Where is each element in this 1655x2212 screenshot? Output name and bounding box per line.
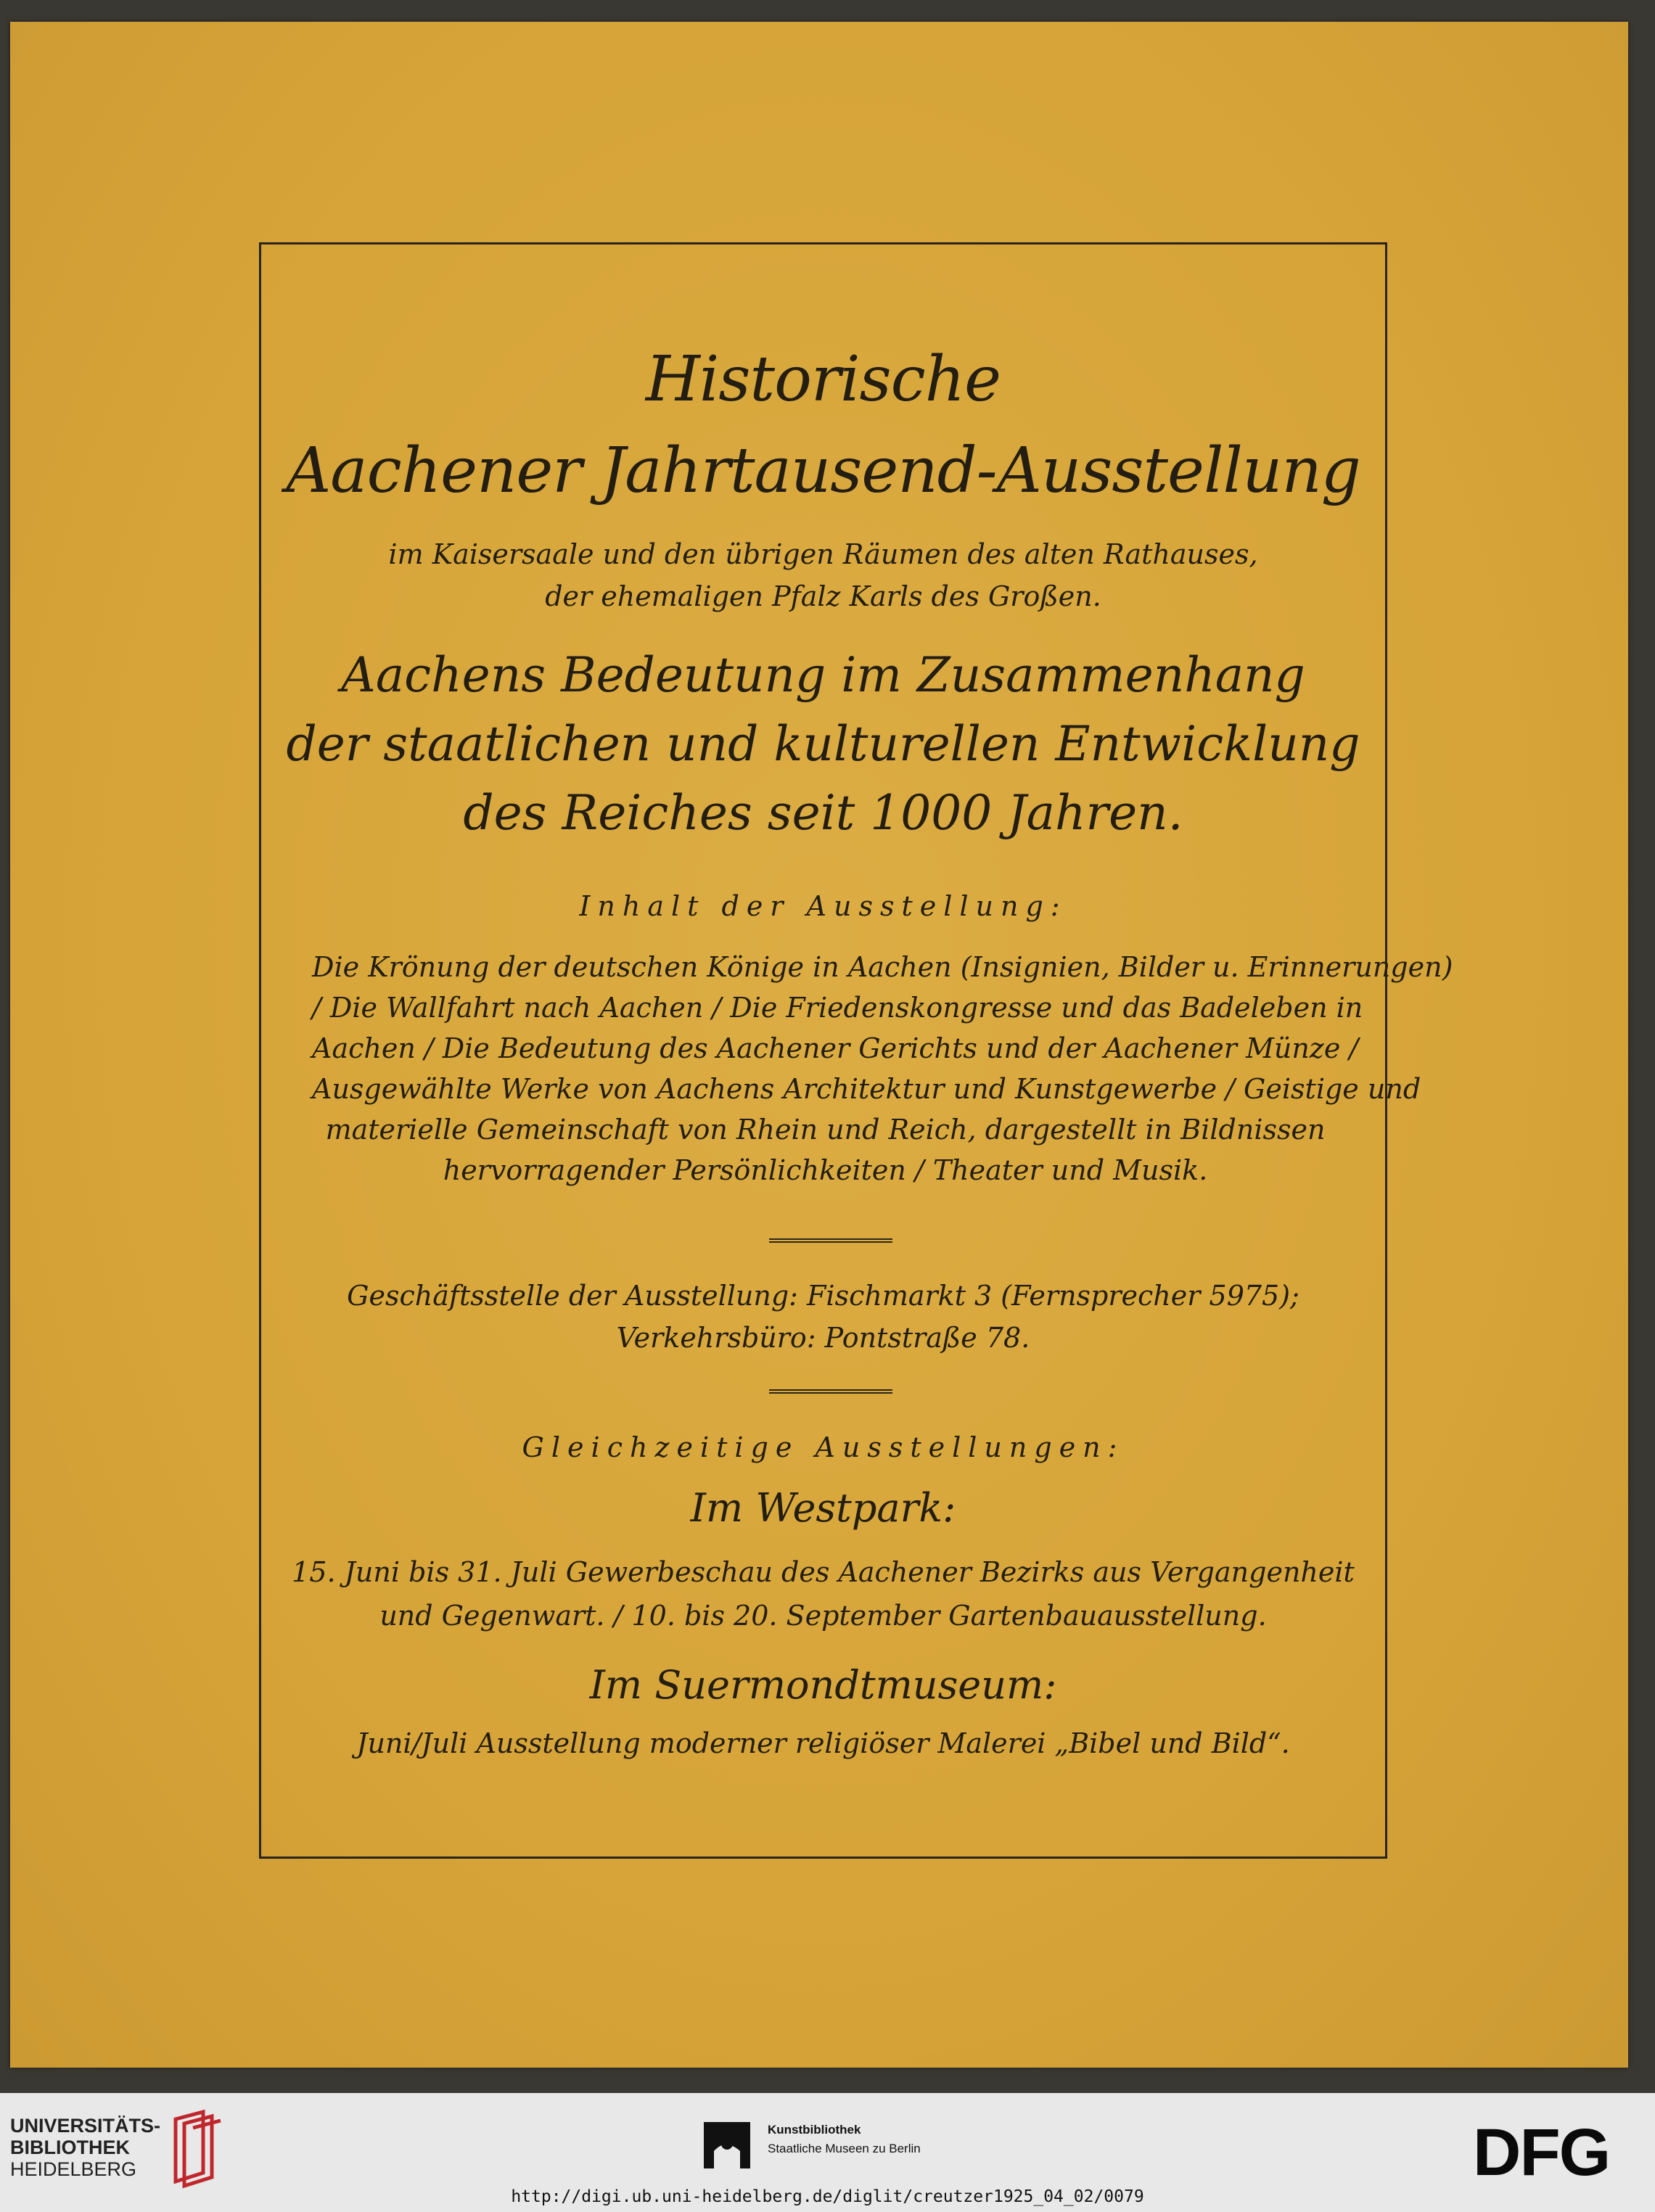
museum-heading: Im Suermondtmuseum: (589, 1662, 1057, 1708)
permalink-url[interactable]: http://digi.ub.uni-heidelberg.de/diglit/creutzer1925_04_02/0079 (511, 2187, 1144, 2206)
subtitle-line: der ehemaligen Pfalz Karls des Großen. (545, 580, 1101, 612)
theme-heading (261, 641, 1385, 847)
westpark-line: und Gegenwart. / 10. bis 20. September Gartenbauausstellung. (379, 1600, 1267, 1632)
office-line: Geschäftsstelle der Ausstellung: Fischmarkt 3 (Fernsprecher 5975); (347, 1280, 1299, 1312)
subtitle-line: im Kaisersaale und den übrigen Räumen des alten Rathauses, (388, 538, 1258, 570)
ub-heidelberg-text (10, 2115, 160, 2180)
kunstbibliothek-logo-icon[interactable] (704, 2122, 755, 2173)
museum-text: Juni/Juli Ausstellung moderner religiöser Malerei „Bibel und Bild“. (356, 1727, 1290, 1759)
westpark-line: 15. Juni bis 31. Juli Gewerbeschau des Aachener Bezirks aus Vergangenheit (292, 1556, 1355, 1588)
contents-line: Die Krönung der deutschen Könige in Aachen (Insignien, Bilder u. Erinnerungen) (312, 951, 1453, 983)
document-page (10, 22, 1628, 2068)
contents-heading: Inhalt der Ausstellung: (579, 890, 1067, 922)
ub-line: UNIVERSITÄTS- (10, 2115, 161, 2137)
office-line: Verkehrsbüro: Pontstraße 78. (616, 1322, 1030, 1354)
contents-line: / Die Wallfahrt nach Aachen / Die Friedenskongresse und das Badeleben in (312, 992, 1363, 1024)
dfg-logo[interactable]: DFG (1473, 2116, 1610, 2190)
concurrent-heading: Gleichzeitige Ausstellungen: (522, 1431, 1125, 1463)
contents-line: Ausgewählte Werke von Aachens Architektur und Kunstgewerbe / Geistige und (312, 1073, 1421, 1105)
title-line-2: Aachener Jahrtausend-Ausstellung (286, 435, 1360, 507)
footer-bar (0, 2093, 1655, 2212)
title-line-1: Historische (645, 343, 1001, 416)
kunstbibliothek-text (768, 2121, 921, 2158)
theme-line: Aachens Bedeutung im Zusammenhang (341, 647, 1305, 703)
theme-line: der staatlichen und kulturellen Entwicklung (286, 716, 1360, 772)
theme-line: des Reiches seit 1000 Jahren. (463, 785, 1183, 841)
ub-heidelberg-logo-icon[interactable] (168, 2106, 226, 2193)
westpark-heading: Im Westpark: (690, 1485, 956, 1531)
kb-title: Kunstbibliothek (768, 2123, 861, 2137)
westpark-text (261, 1550, 1385, 1637)
ub-line: HEIDELBERG (10, 2158, 137, 2180)
contents-line: materielle Gemeinschaft von Rhein und Reich, dargestellt in Bildnissen (325, 1114, 1326, 1146)
divider-rule (769, 1389, 892, 1394)
content-frame (259, 242, 1453, 1859)
contents-line: Aachen / Die Bedeutung des Aachener Gerichts und der Aachener Münze / (312, 1032, 1359, 1064)
contents-list (312, 947, 1453, 1191)
divider-rule (769, 1238, 892, 1243)
ub-line: BIBLIOTHEK (10, 2137, 130, 2158)
office-info (261, 1275, 1385, 1359)
subtitle (261, 533, 1385, 617)
kb-subtitle: Staatliche Museen zu Berlin (768, 2142, 921, 2155)
contents-line: hervorragender Persönlichkeiten / Theater und Musik. (443, 1154, 1208, 1186)
